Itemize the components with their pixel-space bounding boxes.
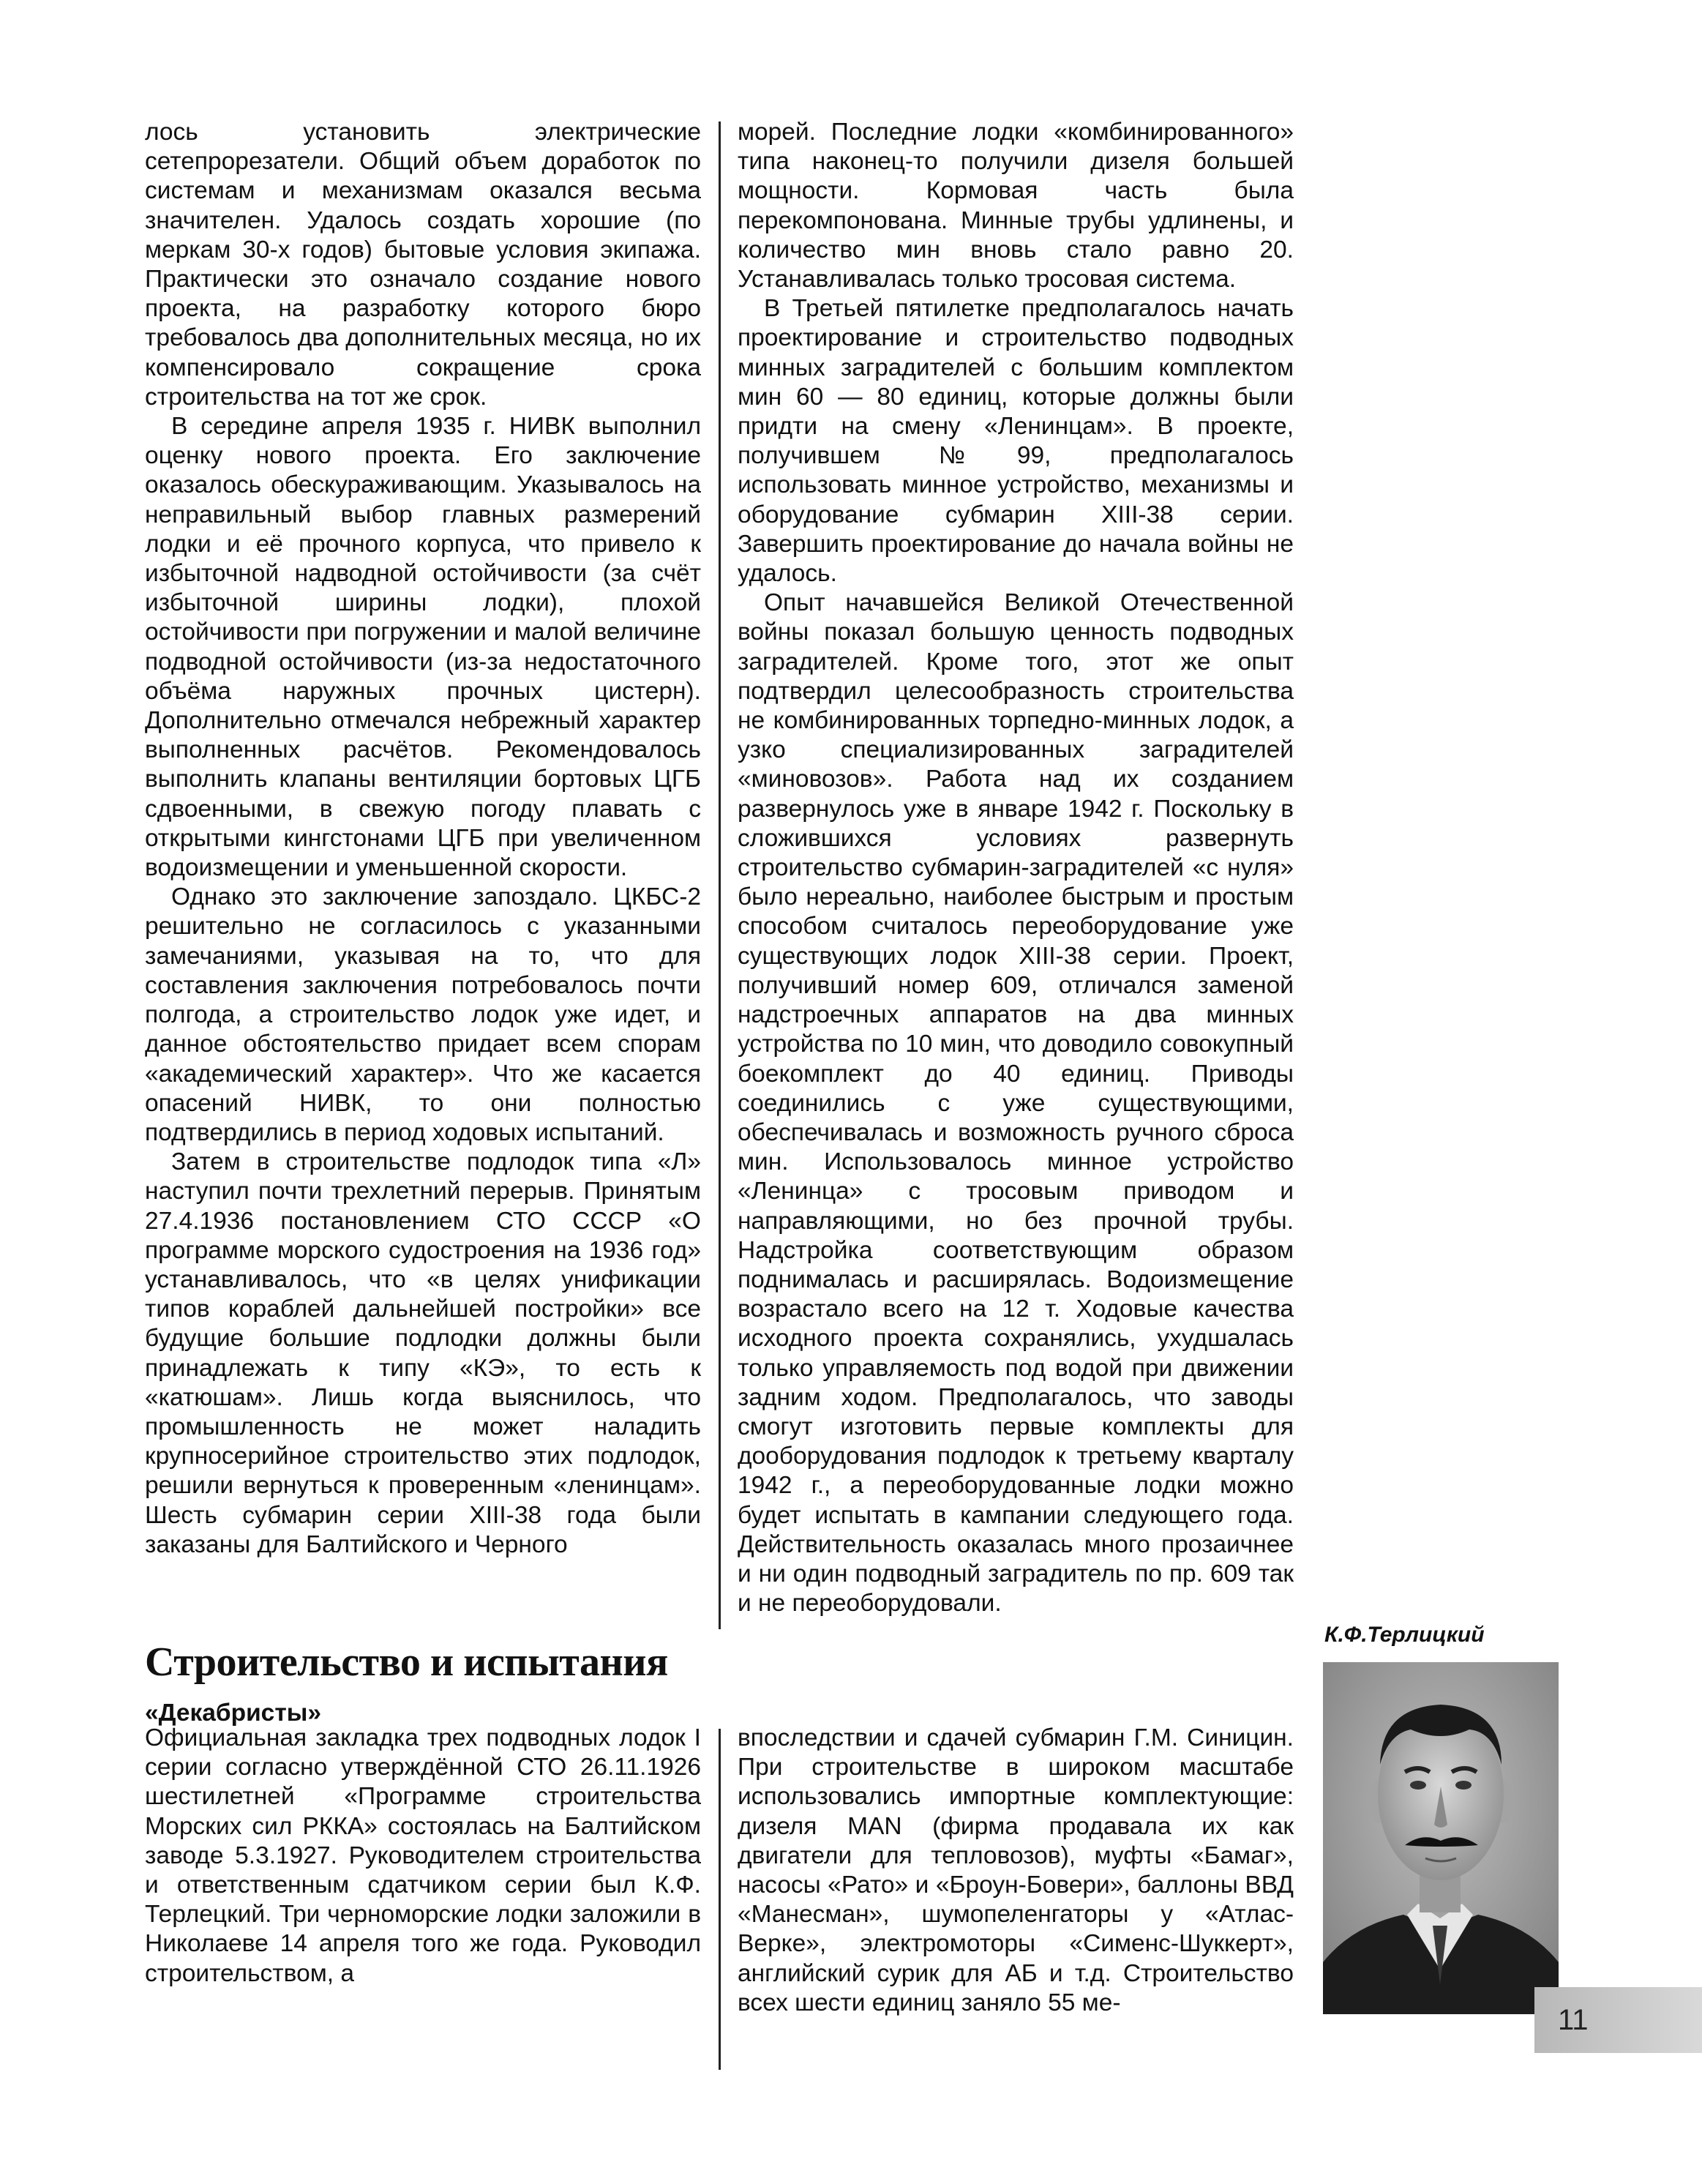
photo-caption: К.Ф.Терлицкий (1324, 1623, 1485, 1647)
left-column-top (145, 118, 701, 1560)
subsection-heading: «Декабристы» (145, 1699, 321, 1727)
column-divider (719, 1729, 721, 2070)
paragraph: Опыт начавшейся Великой Отечественной войны показал большую ценность подводных заградителей. Кроме того, этот же опыт подтвердил целесообразность строительства не комбинированных торпедно-минных лодок, а узко специализированных заградителей «миновозов». Работа над их созданием развернулось уже в январе 1942 г. Поскольку в сложившихся условиях развернуть строительство субмарин-заградителей «с нуля» было нереально, наиболее быстрым и простым способом считалось переоборудование уже существующих лодок XIII-38 серии. Проект, получивший номер 609, отличался заменой надстроечных аппаратов на два минных устройства по 10 мин, что доводило совокупный боекомплект до 40 единиц. Приводы соединились с уже существующими, обеспечивалась и возможность ручного сброса мин. Использовалось минное устройство «Ленинца» с тросовым приводом и направляющими, но без прочной трубы. Надстройка соответствующим образом поднималась и расширялась. Водоизмещение возрастало всего на 12 т. Ходовые качества исходного проекта сохранялись, ухудшалась только управляемость под водой при движении задним ходом. Предполагалось, что заводы смогут изготовить первые комплекты для дооборудования подлодок к третьему кварталу 1942 г., а переоборудованные лодки можно будет испытать в кампании следующего года. Действительность оказалась много прозаичнее и ни один подводный заградитель по пр. 609 так и не переоборудовали. (738, 589, 1294, 1618)
paragraph: лось установить электрические сетепрорезатели. Общий объем доработок по системам и механизмам оказался весьма значителен. Удалось создать хорошие (по меркам 30-х годов) бытовые условия экипажа. Практически это означало создание нового проекта, на разработку которого бюро требовалось два дополнительных месяца, но их компенсировало сокращение срока строительства на тот же срок. (145, 119, 701, 411)
portrait-photo-icon (1323, 1662, 1559, 2014)
left-column-bottom (145, 1724, 701, 1989)
page-number-tab (1534, 1987, 1702, 2053)
paragraph: В середине апреля 1935 г. НИВК выполнил оценку нового проекта. Его заключение оказалось обескураживающим. Указывалось на неправильный выбор главных размерений лодки и её прочного корпуса, что привело к избыточной надводной остойчивости (за счёт избыточной ширины лодки), плохой остойчивости при погружении и малой величине подводной остойчивости (из-за недостаточного объёма наружных прочных цистерн). Дополнительно отмечался небрежный характер выполненных расчётов. Рекомендовалось выполнить клапаны вентиляции бортовых ЦГБ сдвоенными, в свежую погоду плавать с открытыми кингстонами ЦГБ при увеличенном водоизмещении и уменьшенной скорости. (145, 413, 701, 882)
paragraph: Однако это заключение запоздало. ЦКБС-2 решительно не согласилось с указанными замечаниями, указывая на то, что для составления заключения потребовалось почти полгода, а строительство лодок уже идет, и данное обстоятельство придает всем спорам «академический характер». Что же касается опасений НИВК, то они полностью подтвердились в период ходовых испытаний. (145, 883, 701, 1146)
right-column-top (738, 118, 1294, 1618)
page-number: 11 (1558, 2004, 1589, 2036)
paragraph: В Третьей пятилетке предполагалось начать проектирование и строительство подводных минных заградителей с большим комплектом мин 60 — 80 единиц, которые должны были придти на смену «Ленинцам». В проекте, получившем №99, предполагалось использовать минное устройство, механизмы и оборудование субмарин XIII-38 серии. Завершить проектирование до начала войны не удалось. (738, 295, 1294, 588)
paragraph: Затем в строительстве подлодок типа «Л» наступил почти трехлетний перерыв. Принятым 27.4.1936 постановлением СТО СССР «О программе морского судостроения на 1936 год» устанавливалось, что «в целях унификации типов кораблей дальнейшей постройки» все будущие большие подлодки должны были принадлежать к типу «КЭ», то есть к «катюшам». Лишь когда выяснилось, что промышленность не может наладить крупносерийное строительство этих подлодок, решили вернуться к проверенным «ленинцам». Шесть субмарин серии XIII-38 года были заказаны для Балтийского и Черного (145, 1148, 701, 1558)
paragraph: морей. Последние лодки «комбинированного» типа наконец-то получили дизеля большей мощности. Кормовая часть была перекомпонована. Минные трубы удлинены, и количество мин вновь стало равно 20. Устанавливалась только тросовая система. (738, 119, 1294, 293)
paragraph: Официальная закладка трех подводных лодок I серии согласно утверждённой СТО 26.11.1926 шестилетней «Программе строительства Морских сил РККА» состоялась на Балтийском заводе 5.3.1927. Руководителем строительства и ответственным сдатчиком серии был К.Ф. Терлецкий. Три черноморские лодки заложили в Николаеве 14 апреля того же года. Руководил строительством, а (145, 1724, 701, 1987)
section-heading: Строительство и испытания (145, 1639, 668, 1685)
paragraph: впоследствии и сдачей субмарин Г.М. Синицин. При строительстве в широком масштабе использовались импортные комплектующие: дизеля MAN (фирма продавала их как двигатели для тепловозов), муфты «Бамаг», насосы «Рато» и «Броун-Бовери», баллоны ВВД «Манесман», шумопеленгаторы у «Атлас-Верке», электромоторы «Сименс-Шуккерт», английский сурик для АБ и т.д. Строительство всех шести единиц заняло 55 ме- (738, 1724, 1294, 2016)
column-divider (719, 121, 721, 1629)
portrait-illustration (1323, 1662, 1559, 2014)
right-column-bottom (738, 1724, 1294, 2018)
